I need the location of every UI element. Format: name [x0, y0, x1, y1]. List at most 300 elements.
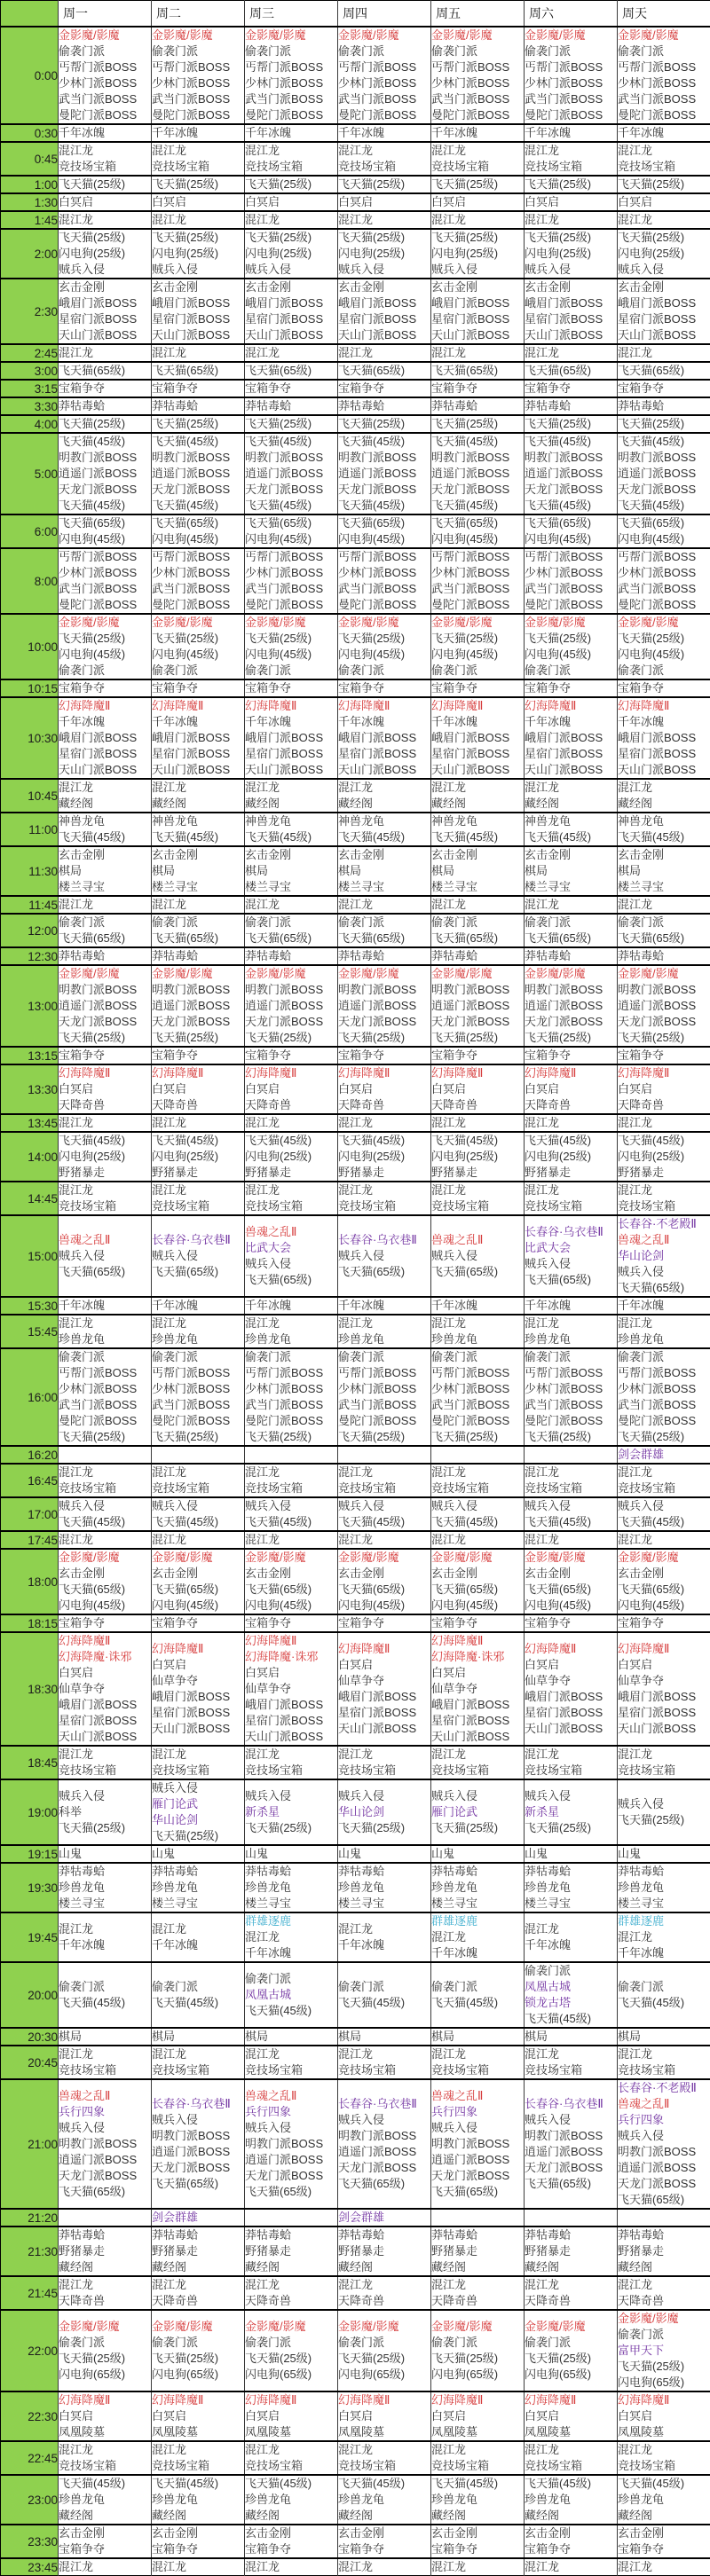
- cell-18:00-day5: [431, 1549, 525, 1614]
- event-label: 武当门派BOSS: [525, 91, 617, 107]
- event-label: 天山门派BOSS: [618, 327, 710, 343]
- cell-13:00-day4: [338, 965, 431, 1047]
- event-label: 混江龙: [431, 780, 524, 796]
- cell-4:00-day6: [525, 415, 618, 433]
- event-label: 白冥启: [431, 1081, 524, 1097]
- event-label: 混江龙: [338, 1465, 430, 1480]
- event-label: 金影魔/影魔: [431, 615, 524, 631]
- event-label: 飞天猫(25级): [152, 230, 244, 246]
- cell-10:15-day5: [431, 679, 525, 697]
- event-label: 剑会群雄: [152, 2210, 244, 2226]
- event-label: 混江龙: [245, 1182, 337, 1198]
- cell-18:00-day2: [152, 1549, 245, 1614]
- event-label: 飞天猫(25级): [525, 1429, 617, 1445]
- empty-slot: [525, 1447, 617, 1463]
- event-label: 飞天猫(45级): [338, 1514, 430, 1530]
- event-label: 混江龙: [59, 897, 151, 913]
- event-label: 玄击金刚: [59, 2525, 151, 2541]
- event-label: 少林门派BOSS: [338, 1381, 430, 1397]
- event-label: 偷袭门派: [618, 1979, 710, 1995]
- cell-20:45-day6: [525, 2046, 618, 2079]
- event-label: 混江龙: [245, 1115, 337, 1131]
- event-label: 珍兽龙龟: [59, 1880, 151, 1896]
- event-label: 峨眉门派BOSS: [618, 295, 710, 311]
- event-label: 偷袭门派: [59, 663, 151, 679]
- event-label: 混江龙: [59, 2559, 151, 2575]
- event-label: 天山门派BOSS: [431, 762, 524, 778]
- event-label: 宝箱争夺: [431, 381, 524, 397]
- event-label: 混江龙: [431, 1532, 524, 1548]
- event-label: 混江龙: [618, 897, 710, 913]
- cell-22:45-day5: [431, 2441, 525, 2475]
- schedule-row-10:30: [1, 697, 710, 779]
- schedule-row-2:30: [1, 279, 710, 344]
- day-header-2: 周二: [152, 1, 245, 27]
- event-label: 贼兵入侵: [431, 1498, 524, 1514]
- cell-19:45-day6: [525, 1912, 618, 1962]
- event-label: 玄击金刚: [59, 847, 151, 863]
- event-label: 明教门派BOSS: [59, 2136, 151, 2152]
- event-label: 幻海降魔Ⅱ: [431, 1065, 524, 1081]
- cell-0:45-day4: [338, 142, 431, 176]
- event-label: 明教门派BOSS: [245, 2136, 337, 2152]
- event-label: 贼兵入侵: [245, 2120, 337, 2136]
- event-label: 星宿门派BOSS: [618, 311, 710, 327]
- event-label: 幻海降魔Ⅱ: [618, 2392, 710, 2408]
- cell-11:30-day4: [338, 846, 431, 896]
- event-label: 金影魔/影魔: [338, 1550, 430, 1566]
- cell-19:30-day2: [152, 1863, 245, 1912]
- event-label: 野猪暴走: [338, 2243, 430, 2259]
- event-label: 飞天猫(45级): [245, 1514, 337, 1530]
- event-label: 明教门派BOSS: [59, 982, 151, 998]
- event-label: 楼兰寻宝: [431, 1896, 524, 1912]
- event-label: 偷袭门派: [431, 1349, 524, 1365]
- event-label: 锁龙古塔: [525, 1995, 617, 2011]
- event-label: 宝箱争夺: [245, 381, 337, 397]
- event-label: 飞天猫(65级): [59, 363, 151, 379]
- event-label: 飞天猫(45级): [618, 1133, 710, 1149]
- event-label: 千年冰魄: [431, 714, 524, 730]
- event-label: 少林门派BOSS: [152, 565, 244, 581]
- cell-20:30-day2: [152, 2028, 245, 2046]
- cell-22:30-day3: [245, 2391, 338, 2441]
- event-label: 混江龙: [338, 143, 430, 159]
- cell-0:00-day7: [618, 27, 710, 124]
- event-label: 曼陀门派BOSS: [618, 597, 710, 613]
- cell-13:45-day1: [59, 1114, 152, 1132]
- event-label: 偷袭门派: [152, 2335, 244, 2351]
- event-label: 千年冰魄: [431, 125, 524, 141]
- event-label: 金影魔/影魔: [245, 2319, 337, 2335]
- schedule-row-16:45: [1, 1464, 710, 1497]
- cell-1:30-day1: [59, 193, 152, 211]
- day-header-5: 周五: [431, 1, 525, 27]
- event-label: 白冥启: [152, 194, 244, 210]
- event-label: 飞天猫(65级): [59, 931, 151, 946]
- event-label: 千年冰魄: [525, 1937, 617, 1953]
- event-label: 莽牯毒蛤: [59, 1864, 151, 1880]
- event-label: 逍遥门派BOSS: [431, 2152, 524, 2168]
- time-label: 3:00: [1, 362, 59, 380]
- time-label: 4:00: [1, 415, 59, 433]
- schedule-row-5:00: [1, 433, 710, 514]
- event-label: 飞天猫(25级): [431, 177, 524, 192]
- event-label: 闪电狗(45级): [618, 531, 710, 547]
- event-label: 天龙门派BOSS: [525, 2160, 617, 2176]
- cell-15:30-day4: [338, 1297, 431, 1315]
- event-label: 棋局: [152, 2029, 244, 2045]
- event-label: 峨眉门派BOSS: [152, 730, 244, 746]
- event-label: 混江龙: [152, 2442, 244, 2458]
- event-label: 金影魔/影魔: [338, 2319, 430, 2335]
- event-label: 凤凰陵墓: [618, 2424, 710, 2440]
- event-label: 竞技场宝箱: [245, 2458, 337, 2474]
- cell-0:45-day3: [245, 142, 338, 176]
- cell-17:45-day5: [431, 1531, 525, 1549]
- event-label: 金影魔/影魔: [525, 27, 617, 43]
- event-label: 竞技场宝箱: [245, 1763, 337, 1779]
- event-label: 藏经阁: [338, 796, 430, 812]
- time-label: 19:45: [1, 1912, 59, 1962]
- event-label: 玄击金刚: [152, 279, 244, 295]
- event-label: 比武大会: [525, 1240, 617, 1256]
- event-label: 贼兵入侵: [59, 1498, 151, 1514]
- event-label: 混江龙: [338, 212, 430, 228]
- event-label: 仙草争夺: [618, 1673, 710, 1689]
- time-label: 2:45: [1, 344, 59, 362]
- event-label: 闪电狗(45级): [245, 1598, 337, 1614]
- event-label: 藏经阁: [431, 2508, 524, 2524]
- event-label: 白冥启: [431, 2408, 524, 2424]
- event-label: 武当门派BOSS: [245, 1397, 337, 1413]
- event-label: 玄击金刚: [618, 2525, 710, 2541]
- event-label: 少林门派BOSS: [525, 75, 617, 91]
- cell-0:00-day5: [431, 27, 525, 124]
- empty-slot: [152, 1447, 244, 1463]
- time-label: 1:45: [1, 211, 59, 229]
- cell-2:30-day3: [245, 279, 338, 344]
- event-label: 宝箱争夺: [245, 2541, 337, 2557]
- event-label: 飞天猫(65级): [245, 2184, 337, 2200]
- time-label: 15:30: [1, 1297, 59, 1315]
- time-label: 5:00: [1, 433, 59, 514]
- event-label: 富甲天下: [618, 2343, 710, 2359]
- event-label: 藏经阁: [525, 2259, 617, 2275]
- cell-15:45-day1: [59, 1315, 152, 1348]
- event-label: 闪电狗(45级): [338, 1598, 430, 1614]
- cell-5:00-day6: [525, 433, 618, 514]
- cell-20:00-day7: [618, 1962, 710, 2028]
- time-label: 13:15: [1, 1047, 59, 1064]
- event-label: 飞天猫(45级): [431, 829, 524, 845]
- event-label: 飞天猫(45级): [152, 1133, 244, 1149]
- event-label: 幻海降魔Ⅱ: [525, 1641, 617, 1657]
- event-label: 曼陀门派BOSS: [525, 1413, 617, 1429]
- cell-12:30-day2: [152, 947, 245, 965]
- event-label: 贼兵入侵: [431, 262, 524, 278]
- event-label: 千年冰魄: [59, 1937, 151, 1953]
- cell-10:45-day2: [152, 779, 245, 813]
- cell-0:30-day1: [59, 124, 152, 142]
- cell-2:45-day3: [245, 344, 338, 362]
- event-label: 宝箱争夺: [152, 1615, 244, 1631]
- event-label: 千年冰魄: [245, 125, 337, 141]
- cell-10:30-day2: [152, 697, 245, 779]
- time-label: 15:45: [1, 1315, 59, 1348]
- event-label: 莽牯毒蛤: [152, 948, 244, 964]
- event-label: 贼兵入侵: [59, 262, 151, 278]
- event-label: 闪电狗(45级): [152, 531, 244, 547]
- cell-20:45-day7: [618, 2046, 710, 2079]
- event-label: 偷袭门派: [618, 663, 710, 679]
- cell-13:45-day6: [525, 1114, 618, 1132]
- cell-15:45-day2: [152, 1315, 245, 1348]
- cell-23:00-day7: [618, 2475, 710, 2525]
- event-label: 白冥启: [245, 194, 337, 210]
- cell-14:45-day2: [152, 1182, 245, 1215]
- cell-15:00-day1: [59, 1215, 152, 1297]
- schedule-row-13:30: [1, 1064, 710, 1114]
- event-label: 莽牯毒蛤: [525, 2227, 617, 2243]
- event-label: 明教门派BOSS: [618, 2144, 710, 2160]
- event-label: 贼兵入侵: [245, 1498, 337, 1514]
- event-label: 飞天猫(45级): [618, 434, 710, 450]
- event-label: 飞天猫(45级): [338, 829, 430, 845]
- event-label: 千年冰魄: [618, 1945, 710, 1961]
- event-label: 武当门派BOSS: [59, 581, 151, 597]
- event-label: 飞天猫(65级): [152, 515, 244, 531]
- event-label: 宝箱争夺: [618, 381, 710, 397]
- schedule-row-21:20: [1, 2209, 710, 2227]
- event-label: 金影魔/影魔: [59, 27, 151, 43]
- event-label: 宝箱争夺: [431, 1048, 524, 1064]
- cell-10:00-day1: [59, 614, 152, 679]
- event-label: 偷袭门派: [525, 1349, 617, 1365]
- event-label: 混江龙: [245, 2559, 337, 2575]
- event-label: 飞天猫(65级): [431, 1264, 524, 1280]
- event-label: 千年冰魄: [245, 1298, 337, 1314]
- event-label: 星宿门派BOSS: [338, 746, 430, 762]
- event-label: 幻海降魔Ⅱ: [525, 2392, 617, 2408]
- event-label: 星宿门派BOSS: [245, 746, 337, 762]
- empty-slot: [431, 2210, 524, 2226]
- event-label: 天山门派BOSS: [338, 327, 430, 343]
- time-label: 3:30: [1, 397, 59, 415]
- cell-2:00-day6: [525, 229, 618, 279]
- event-label: 竞技场宝箱: [431, 1198, 524, 1214]
- event-label: 楼兰寻宝: [59, 1896, 151, 1912]
- cell-21:20-day4: [338, 2209, 431, 2227]
- event-label: 明教门派BOSS: [618, 450, 710, 466]
- cell-21:45-day2: [152, 2276, 245, 2310]
- event-label: 丐帮门派BOSS: [618, 1365, 710, 1381]
- event-label: 棋局: [59, 863, 151, 879]
- event-label: 竞技场宝箱: [338, 1480, 430, 1496]
- cell-19:15-day4: [338, 1845, 431, 1863]
- event-label: 贼兵入侵: [525, 1256, 617, 1272]
- event-label: 飞天猫(65级): [618, 931, 710, 946]
- cell-4:00-day1: [59, 415, 152, 433]
- cell-12:00-day7: [618, 914, 710, 947]
- schedule-row-18:15: [1, 1614, 710, 1632]
- event-label: 飞天猫(25级): [525, 177, 617, 192]
- cell-3:30-day6: [525, 397, 618, 415]
- time-label: 3:15: [1, 380, 59, 397]
- cell-5:00-day1: [59, 433, 152, 514]
- schedule-row-15:45: [1, 1315, 710, 1348]
- event-label: 混江龙: [618, 780, 710, 796]
- event-label: 野猪暴走: [431, 2243, 524, 2259]
- time-label: 18:45: [1, 1746, 59, 1779]
- event-label: 楼兰寻宝: [338, 879, 430, 895]
- event-label: 丐帮门派BOSS: [431, 1365, 524, 1381]
- event-label: 幻海降魔·诛邪: [245, 1649, 337, 1665]
- event-label: 偷袭门派: [525, 1963, 617, 1979]
- event-label: 飞天猫(65级): [525, 931, 617, 946]
- event-label: 宝箱争夺: [338, 2541, 430, 2557]
- event-label: 偷袭门派: [338, 43, 430, 59]
- event-label: 飞天猫(45级): [59, 434, 151, 450]
- event-label: 闪电狗(25级): [431, 1149, 524, 1165]
- event-label: 竞技场宝箱: [338, 1763, 430, 1779]
- event-label: 贼兵入侵: [525, 262, 617, 278]
- cell-18:45-day5: [431, 1746, 525, 1779]
- cell-13:00-day5: [431, 965, 525, 1047]
- event-label: 飞天猫(65级): [245, 363, 337, 379]
- cell-1:45-day2: [152, 211, 245, 229]
- time-label: 2:00: [1, 229, 59, 279]
- event-label: 千年冰魄: [618, 1298, 710, 1314]
- event-label: 金影魔/影魔: [59, 615, 151, 631]
- event-label: 星宿门派BOSS: [431, 1713, 524, 1729]
- event-label: 飞天猫(45级): [152, 2476, 244, 2492]
- event-label: 偷袭门派: [525, 663, 617, 679]
- cell-23:30-day4: [338, 2525, 431, 2558]
- event-label: 混江龙: [525, 212, 617, 228]
- event-label: 贼兵入侵: [618, 1498, 710, 1514]
- event-label: 飞天猫(25级): [525, 1820, 617, 1836]
- event-label: 楼兰寻宝: [525, 1896, 617, 1912]
- event-label: 明教门派BOSS: [431, 982, 524, 998]
- event-label: 玄击金刚: [152, 2525, 244, 2541]
- event-label: 峨眉门派BOSS: [525, 295, 617, 311]
- event-label: 闪电狗(45级): [525, 647, 617, 663]
- event-label: 闪电狗(25级): [59, 246, 151, 262]
- cell-3:00-day6: [525, 362, 618, 380]
- event-label: 天降奇兽: [245, 2293, 337, 2309]
- event-label: 混江龙: [338, 1747, 430, 1763]
- event-label: 混江龙: [618, 2442, 710, 2458]
- event-label: 飞天猫(65级): [431, 1582, 524, 1598]
- event-label: 宝箱争夺: [431, 2541, 524, 2557]
- event-label: 混江龙: [152, 1532, 244, 1548]
- event-label: 逍遥门派BOSS: [245, 998, 337, 1014]
- cell-15:30-day6: [525, 1297, 618, 1315]
- event-label: 华山论剑: [338, 1804, 430, 1820]
- event-label: 飞天猫(65级): [525, 2176, 617, 2192]
- event-label: 逍遥门派BOSS: [245, 2152, 337, 2168]
- event-label: 千年冰魄: [152, 714, 244, 730]
- event-label: 峨眉门派BOSS: [338, 730, 430, 746]
- event-label: 棋局: [525, 863, 617, 879]
- cell-22:00-day4: [338, 2310, 431, 2391]
- event-label: 白冥启: [59, 2408, 151, 2424]
- cell-19:45-day5: [431, 1912, 525, 1962]
- event-label: 曼陀门派BOSS: [431, 107, 524, 123]
- event-label: 混江龙: [525, 897, 617, 913]
- cell-1:45-day4: [338, 211, 431, 229]
- event-label: 玄击金刚: [525, 847, 617, 863]
- event-label: 混江龙: [245, 1315, 337, 1331]
- event-label: 莽牯毒蛤: [152, 2227, 244, 2243]
- event-label: 少林门派BOSS: [245, 75, 337, 91]
- cell-6:00-day2: [152, 514, 245, 548]
- cell-10:00-day3: [245, 614, 338, 679]
- event-label: 宝箱争夺: [152, 2541, 244, 2557]
- event-label: 白冥启: [59, 194, 151, 210]
- event-label: 星宿门派BOSS: [618, 746, 710, 762]
- event-label: 神兽龙龟: [245, 813, 337, 829]
- cell-13:15-day2: [152, 1047, 245, 1064]
- schedule-row-3:00: [1, 362, 710, 380]
- event-label: 飞天猫(65级): [525, 515, 617, 531]
- event-label: 曼陀门派BOSS: [431, 597, 524, 613]
- cell-16:20-day6: [525, 1446, 618, 1464]
- event-label: 棋局: [618, 2029, 710, 2045]
- event-label: 曼陀门派BOSS: [59, 1413, 151, 1429]
- event-label: 宝箱争夺: [525, 1615, 617, 1631]
- cell-8:00-day5: [431, 548, 525, 614]
- cell-4:00-day2: [152, 415, 245, 433]
- cell-23:45-day2: [152, 2558, 245, 2576]
- schedule-row-22:45: [1, 2441, 710, 2475]
- event-label: 幻海降魔·诛邪: [59, 1649, 151, 1665]
- event-label: 神兽龙龟: [59, 813, 151, 829]
- event-label: 飞天猫(65级): [618, 515, 710, 531]
- cell-3:00-day2: [152, 362, 245, 380]
- cell-10:45-day7: [618, 779, 710, 813]
- event-label: 兵行四象: [431, 2104, 524, 2120]
- event-label: 千年冰魄: [338, 1937, 430, 1953]
- event-label: 竞技场宝箱: [431, 2062, 524, 2078]
- event-label: 玄击金刚: [338, 2525, 430, 2541]
- event-label: 少林门派BOSS: [618, 75, 710, 91]
- time-label: 21:45: [1, 2276, 59, 2310]
- event-label: 混江龙: [525, 345, 617, 361]
- time-label: 13:45: [1, 1114, 59, 1132]
- cell-20:45-day2: [152, 2046, 245, 2079]
- event-label: 武当门派BOSS: [431, 91, 524, 107]
- event-label: 混江龙: [618, 1115, 710, 1131]
- event-label: 偷袭门派: [59, 915, 151, 931]
- cell-13:00-day7: [618, 965, 710, 1047]
- schedule-row-23:45: [1, 2558, 710, 2576]
- cell-16:45-day3: [245, 1464, 338, 1497]
- event-label: 峨眉门派BOSS: [245, 730, 337, 746]
- event-label: 金影魔/影魔: [431, 966, 524, 982]
- cell-10:00-day2: [152, 614, 245, 679]
- event-label: 飞天猫(65级): [152, 363, 244, 379]
- day-header-3: 周三: [245, 1, 338, 27]
- cell-23:00-day2: [152, 2475, 245, 2525]
- event-label: 混江龙: [245, 1532, 337, 1548]
- empty-slot: [245, 2210, 337, 2226]
- event-label: 白冥启: [152, 2408, 244, 2424]
- time-label: 10:00: [1, 614, 59, 679]
- event-label: 千年冰魄: [525, 125, 617, 141]
- event-label: 丐帮门派BOSS: [245, 1365, 337, 1381]
